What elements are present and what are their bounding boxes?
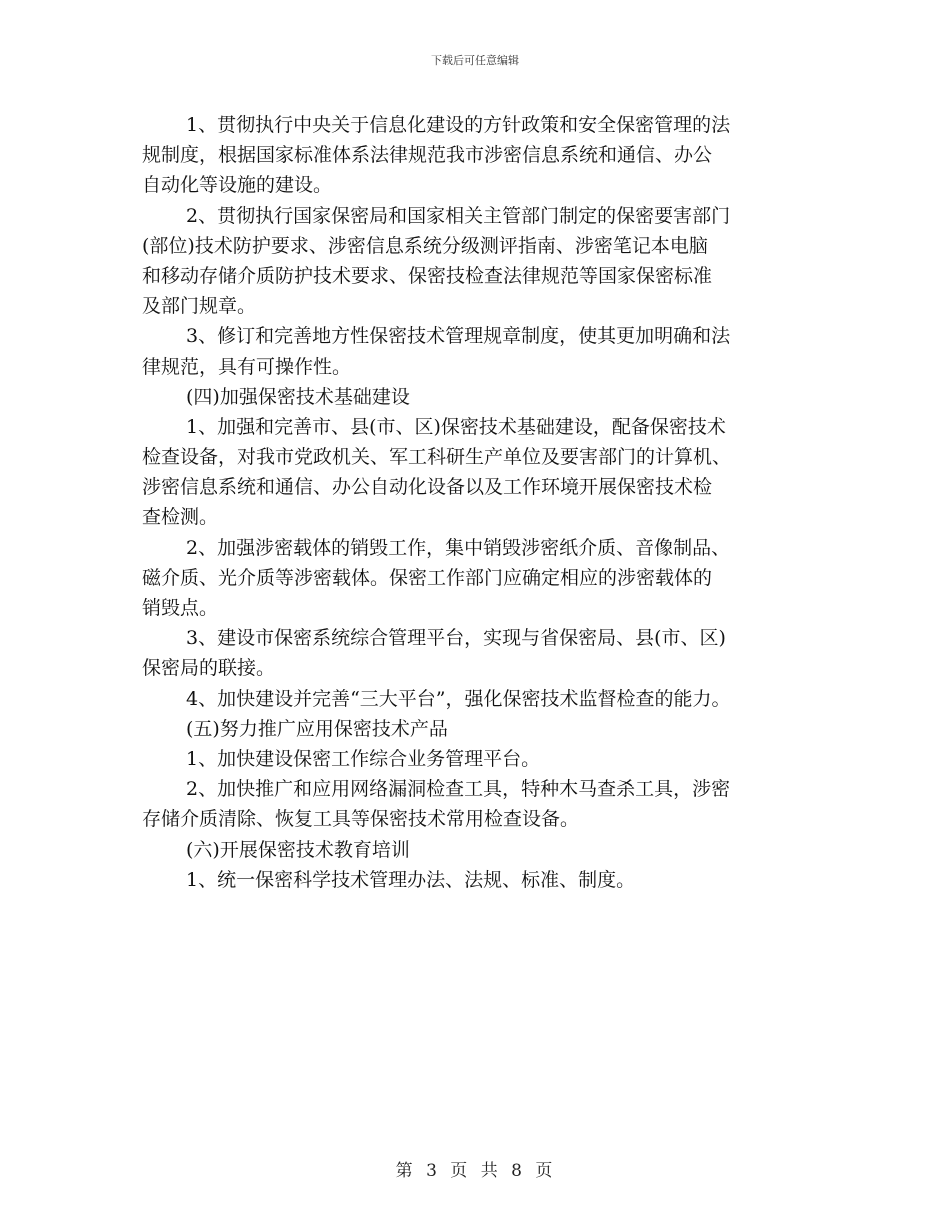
- page-footer: 第 3 页 共 8 页: [395, 1161, 555, 1181]
- text-lines: [142, 110, 822, 895]
- text-line: 律规范，具有可操作性。: [142, 355, 352, 378]
- text-line: (五)努力推广应用保密技术产品: [186, 717, 448, 740]
- text-line: 及部门规章。: [142, 295, 257, 318]
- text-line: 3、修订和完善地方性保密技术管理规章制度，使其更加明确和法: [186, 325, 731, 348]
- text-line: 4、加快建设并完善“三大平台”，强化保密技术监督检查的能力。: [186, 687, 731, 710]
- text-line: 规制度，根据国家标准体系法律规范我市涉密信息系统和通信、办公: [142, 144, 713, 167]
- text-line: 1、统一保密科学技术管理办法、法规、标准、制度。: [186, 868, 636, 891]
- document-body: [142, 110, 822, 895]
- page-header: 下载后可任意编辑: [431, 54, 519, 67]
- text-line: 检查设备，对我市党政机关、军工科研生产单位及要害部门的计算机、: [142, 446, 732, 469]
- text-line: (部位)技术防护要求、涉密信息系统分级测评指南、涉密笔记本电脑: [142, 234, 708, 257]
- text-line: 3、建设市保密系统综合管理平台，实现与省保密局、县(市、区): [186, 627, 726, 650]
- text-line: 自动化等设施的建设。: [142, 174, 333, 197]
- text-line: (四)加强保密技术基础建设: [186, 385, 410, 408]
- text-line: 2、贯彻执行国家保密局和国家相关主管部门制定的保密要害部门: [186, 204, 731, 227]
- text-line: 销毁点。: [142, 597, 219, 619]
- text-line: 查检测。: [142, 506, 219, 529]
- text-line: 1、加强和完善市、县(市、区)保密技术基础建设，配备保密技术: [186, 415, 726, 438]
- text-line: 和移动存储介质防护技术要求、保密技检查法律规范等国家保密标准: [142, 264, 713, 287]
- text-line: 磁介质、光介质等涉密载体。保密工作部门应确定相应的涉密载体的: [142, 566, 713, 589]
- text-line: (六)开展保密技术教育培训: [186, 838, 410, 861]
- text-line: 存储介质清除、恢复工具等保密技术常用检查设备。: [142, 808, 580, 831]
- text-line: 2、加强涉密载体的销毁工作，集中销毁涉密纸介质、音像制品、: [186, 536, 731, 559]
- text-line: 1、加快建设保密工作综合业务管理平台。: [186, 747, 541, 770]
- text-line: 2、加快推广和应用网络漏洞检查工具，特种木马查杀工具，涉密: [186, 778, 731, 801]
- text-line: 保密局的联接。: [142, 657, 276, 680]
- text-line: 涉密信息系统和通信、办公自动化设备以及工作环境开展保密技术检: [142, 476, 713, 499]
- text-line: 1、贯彻执行中央关于信息化建设的方针政策和安全保密管理的法: [186, 114, 731, 136]
